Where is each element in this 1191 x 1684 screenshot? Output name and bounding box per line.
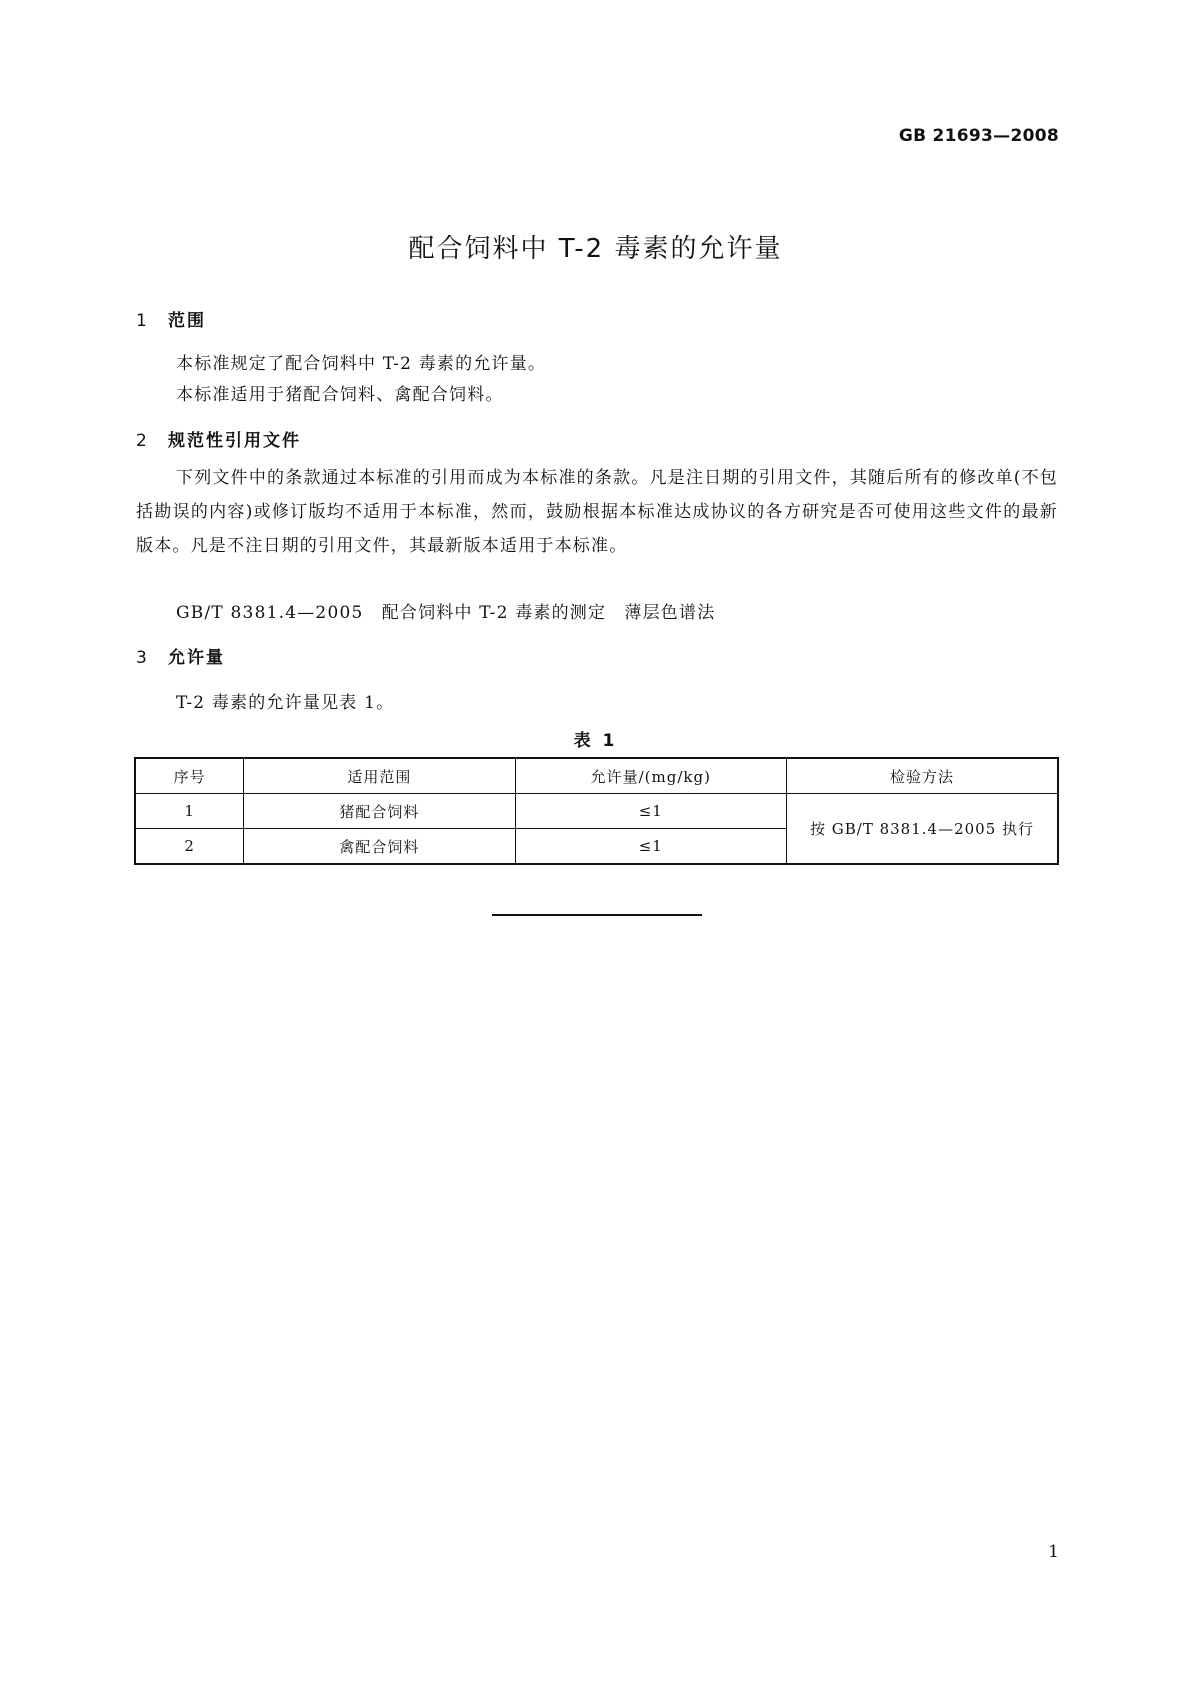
section-1-heading — [136, 306, 206, 331]
section-title: 允许量 — [168, 648, 225, 668]
header-serial: 序号 — [135, 758, 244, 794]
cell-allowance: ≤1 — [515, 829, 787, 865]
header-method: 检验方法 — [787, 758, 1058, 794]
table-header-row — [135, 758, 1058, 794]
section-title: 范围 — [168, 311, 206, 331]
table-caption: 表 1 — [573, 731, 618, 751]
section-number: 3 — [136, 648, 149, 668]
standard-code: GB 21693—2008 — [898, 126, 1059, 146]
section-number: 1 — [136, 311, 149, 331]
section-title: 规范性引用文件 — [168, 431, 301, 451]
table-row — [135, 794, 1058, 829]
cell-scope: 禽配合饲料 — [244, 829, 515, 865]
scope-paragraph-2: 本标准适用于猪配合饲料、禽配合饲料。 — [176, 385, 504, 405]
header-allowance: 允许量/(mg/kg) — [515, 758, 787, 794]
reference-entry: GB/T 8381.4—2005 配合饲料中 T-2 毒素的测定 薄层色谱法 — [176, 603, 716, 623]
scope-paragraph-1: 本标准规定了配合饲料中 T-2 毒素的允许量。 — [176, 354, 547, 374]
page-number: 1 — [1048, 1542, 1059, 1562]
section-3-heading — [136, 643, 225, 668]
allowance-paragraph: T-2 毒素的允许量见表 1。 — [176, 693, 395, 713]
cell-serial: 1 — [135, 794, 244, 829]
cell-scope: 猪配合饲料 — [244, 794, 515, 829]
cell-serial: 2 — [135, 829, 244, 865]
end-of-document-rule — [492, 914, 702, 916]
header-scope: 适用范围 — [244, 758, 515, 794]
cell-method: 按 GB/T 8381.4—2005 执行 — [787, 794, 1058, 865]
document-title: 配合饲料中 T-2 毒素的允许量 — [408, 234, 783, 264]
normative-references-paragraph: 下列文件中的条款通过本标准的引用而成为本标准的条款。凡是注日期的引用文件，其随后所有的修改单(不包括勘误的内容)或修订版均不适用于本标准，然而，鼓励根据本标准达成协议的各方研究是否可使用这些文件的最新版本。凡是不注日期的引用文件，其最新版本适用于本标准。 — [136, 468, 1058, 556]
allowance-table — [134, 757, 1059, 865]
section-2-heading — [136, 426, 301, 451]
cell-allowance: ≤1 — [515, 794, 787, 829]
section-number: 2 — [136, 431, 149, 451]
